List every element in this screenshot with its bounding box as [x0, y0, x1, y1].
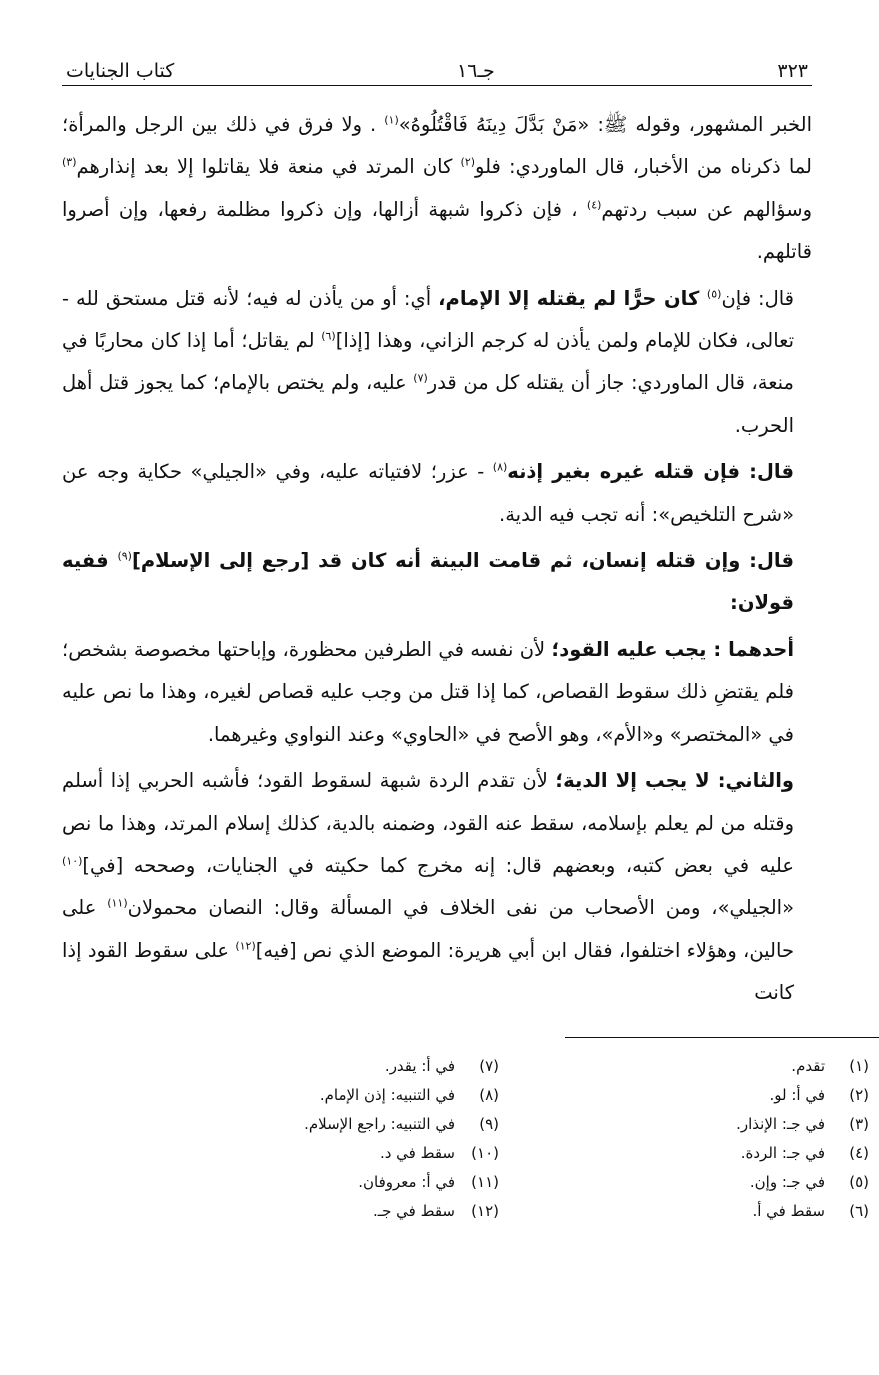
footnote-2	[499, 1081, 869, 1110]
footnote-text: سقط في د.	[379, 1144, 455, 1162]
text-run: أي: أو من يأذن له فيه؛ لأنه قتل مستحق لله - تعالى، فكان للإمام ولمن يأذن له كرجم الزاني، وهذا [إذا]	[62, 286, 795, 353]
footnote-4	[499, 1139, 869, 1168]
paragraph-3	[62, 451, 812, 536]
footnote-text: في جـ: الإنذار.	[736, 1115, 825, 1133]
footnote-text: سقط في جـ.	[372, 1202, 455, 1220]
footnote-text: في أ: يقدر.	[384, 1057, 455, 1075]
text-run: لم يقاتل؛ أما إذا كان محاربًا في منعة، قال الماوردي: جاز أن يقتله كل من قدر	[62, 329, 794, 395]
text-run: على سقوط القود إذا كانت	[62, 938, 794, 1005]
footnote-ref: (١١)	[107, 896, 128, 910]
running-head	[62, 50, 812, 86]
footnote-text: في أ: معروفان.	[358, 1173, 455, 1191]
footnote-ref: (١٠)	[62, 854, 83, 868]
bold-text-run: قال: وإن قتله إنسان، ثم قامت البينة أنه كان قد [رجع إلى الإسلام]	[131, 549, 794, 573]
footnote-ref: (٨)	[492, 460, 508, 474]
footnote-12	[129, 1197, 499, 1226]
bold-text-run: والثاني: لا يجب إلا الدية؛	[555, 769, 794, 793]
paragraph-4	[62, 540, 812, 625]
text-run: - عزر؛ لافتياته عليه، وفي «الجيلي» حكاية وجه عن «شرح التلخيص»: أنه تجب فيه الدية.	[62, 460, 794, 526]
text-run: قال: فإن	[721, 286, 794, 310]
footnote-5	[499, 1168, 869, 1197]
footnote-ref: (٣)	[62, 155, 77, 169]
footnote-ref: (١٢)	[235, 939, 256, 953]
text-run: ، فإن ذكروا شبهة أزالها، وإن ذكروا مظلمة رفعها، وإن أصروا قاتلهم.	[62, 197, 812, 264]
main-text	[62, 104, 812, 1015]
footnote-number: (٨)	[479, 1086, 499, 1104]
text-run: كان المرتد في منعة فلا يقاتلوا إلا بعد إنذارهم	[76, 155, 461, 179]
footnote-ref: (٤)	[586, 198, 602, 212]
paragraph-2	[62, 278, 812, 448]
footnote-1	[499, 1052, 869, 1081]
footnote-number: (٥)	[849, 1173, 869, 1191]
footnote-ref: (٩)	[117, 549, 132, 563]
footnotes-left-column	[129, 1052, 499, 1226]
footnote-3	[499, 1110, 869, 1139]
book-title: كتاب الجنايات	[66, 60, 175, 82]
footnotes	[129, 1052, 869, 1226]
footnote-6	[499, 1197, 869, 1226]
footnote-text: سقط في أ.	[752, 1202, 825, 1220]
footnote-number: (٤)	[849, 1144, 869, 1162]
bold-text-run: أحدهما : يجب عليه القود؛	[551, 637, 795, 661]
volume-label: جـ١٦	[456, 60, 495, 82]
footnote-ref: (١)	[384, 113, 399, 127]
footnote-number: (٣)	[849, 1115, 869, 1133]
footnote-number: (٦)	[849, 1202, 869, 1220]
footnote-number: (١)	[849, 1057, 869, 1075]
paragraph-6	[62, 760, 812, 1014]
footnotes-right-column	[499, 1052, 869, 1226]
footnote-number: (١٢)	[471, 1202, 499, 1220]
text-run: الخبر المشهور، وقوله ﷺ: «مَنْ بَدَّلَ دِينَهُ فَاقْتُلُوهُ»	[398, 113, 813, 136]
footnote-text: في التنبيه: إذن الإمام.	[319, 1086, 455, 1104]
footnote-8	[129, 1081, 499, 1110]
footnote-text: في جـ: الردة.	[740, 1144, 825, 1162]
page-number: ٣٢٣	[777, 60, 808, 82]
text-run: . ولا فرق في ذلك بين الرجل والمرأة؛ لما ذكرناه من الأخبار، قال الماوردي: فلو	[62, 113, 812, 179]
footnote-ref: (٦)	[321, 329, 336, 343]
footnote-10	[129, 1139, 499, 1168]
text-run: لأن نفسه في الطرفين محظورة، وإباحتها مخصوصة بشخص؛ فلم يقتضِ ذلك سقوط القصاص، كما إذا قتل من وجب عليه قصاص لغيره، وهذا ما نص عليه في «المختصر» و«الأم»، وهو الأصح في «الحاوي» وعند النواوي وغيرهما.	[62, 637, 794, 746]
footnote-separator	[565, 1037, 879, 1038]
footnote-text: في جـ: وإن.	[749, 1173, 825, 1191]
bold-text-run: قال: فإن قتله غيره بغير إذنه	[507, 460, 794, 484]
footnote-text: في أ: لو.	[769, 1086, 825, 1104]
bold-text-run: ففيه قولان:	[62, 549, 794, 615]
footnote-9	[129, 1110, 499, 1139]
footnote-number: (٢)	[849, 1086, 869, 1104]
footnote-number: (١١)	[471, 1173, 499, 1191]
footnote-ref: (٥)	[706, 287, 722, 301]
text-run: عليه، ولم يختص بالإمام؛ كما يجوز قتل أهل الحرب.	[62, 371, 794, 437]
footnote-text: في التنبيه: راجع الإسلام.	[304, 1115, 455, 1133]
footnote-number: (٧)	[479, 1057, 499, 1075]
footnote-text: تقدم.	[791, 1057, 825, 1075]
bold-text-run: كان حرًّا لم يقتله إلا الإمام،	[438, 286, 707, 310]
footnote-7	[129, 1052, 499, 1081]
paragraph-5	[62, 629, 812, 756]
text-run: وسؤالهم عن سبب ردتهم	[601, 197, 812, 221]
paragraph-1	[62, 104, 812, 274]
text-run: «الجيلي»، ومن الأصحاب من نفى الخلاف في المسألة وقال: النصان محمولان	[127, 896, 794, 920]
footnote-11	[129, 1168, 499, 1197]
footnote-number: (١٠)	[471, 1144, 499, 1162]
book-page	[62, 50, 812, 1015]
footnote-ref: (٧)	[413, 371, 428, 385]
text-run: على حالين، وهؤلاء اختلفوا، فقال ابن أبي هريرة: الموضع الذي نص [فيه]	[62, 896, 794, 962]
footnote-ref: (٢)	[460, 155, 476, 169]
footnote-number: (٩)	[479, 1115, 499, 1133]
text-run: لأن تقدم الردة شبهة لسقوط القود؛ فأشبه الحربي إذا أسلم وقتله من لم يعلم بإسلامه، سقط عنه القود، وضمنه بالدية، كذلك إسلام المرتد، وهذا ما نص عليه في بعض كتبه، وبعضهم قال: إنه مخرج كما حكيته في الجنايات، وصححه [في]	[62, 769, 794, 877]
